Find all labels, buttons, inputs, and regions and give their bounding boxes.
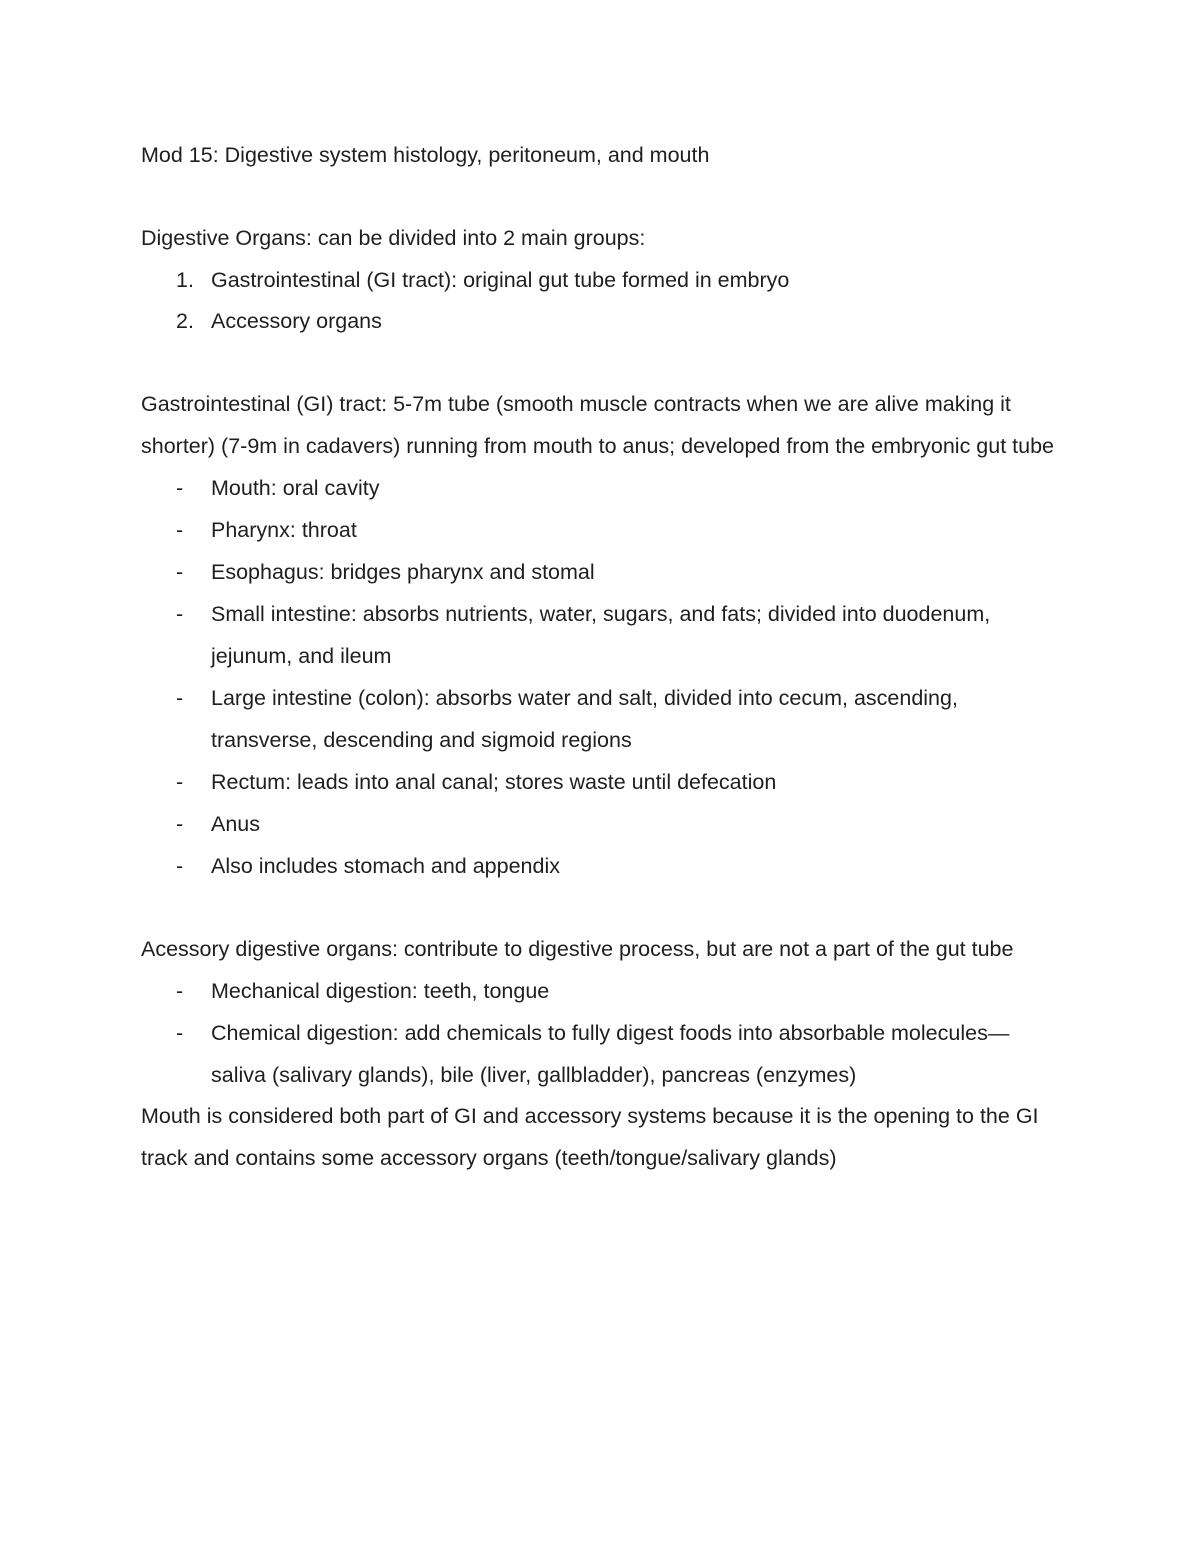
list-item xyxy=(141,509,1061,551)
list-dash: - xyxy=(176,979,184,1003)
list-item-text: Mouth: oral cavity xyxy=(211,476,380,500)
list-item-text: Chemical digestion: add chemicals to fully digest foods into absorbable molecules—saliva (salivary glands), bile (liver, gallbladder), pancreas (enzymes) xyxy=(211,1021,1010,1087)
list-item xyxy=(141,970,1061,1012)
list-dash: - xyxy=(176,770,184,794)
list-item xyxy=(141,467,1061,509)
list-dash: - xyxy=(176,476,184,500)
list-item-text: Accessory organs xyxy=(211,309,382,333)
list-item xyxy=(141,551,1061,593)
list-dash: - xyxy=(176,518,184,542)
spacer xyxy=(141,343,1061,385)
list-dash: - xyxy=(176,812,184,836)
list-item xyxy=(141,1012,1061,1096)
list-number: 2. xyxy=(176,309,194,333)
gi-tract-list xyxy=(141,467,1061,887)
list-item-text: Rectum: leads into anal canal; stores waste until defecation xyxy=(211,770,777,794)
list-item-text: Large intestine (colon): absorbs water and salt, divided into cecum, ascending, transverse, descending and sigmoid regions xyxy=(211,686,958,752)
gi-tract-paragraph: Gastrointestinal (GI) tract: 5-7m tube (smooth muscle contracts when we are alive making it shorter) (7-9m in cadavers) running from mouth to anus; developed from the embryonic gut tube xyxy=(141,392,1055,458)
list-dash: - xyxy=(176,854,184,878)
list-dash: - xyxy=(176,560,184,584)
list-dash: - xyxy=(176,686,184,710)
list-item xyxy=(141,761,1061,803)
list-item-text: Also includes stomach and appendix xyxy=(211,854,560,878)
organs-intro-paragraph: Digestive Organs: can be divided into 2 main groups: xyxy=(141,226,646,250)
list-item xyxy=(141,260,1061,302)
list-item xyxy=(141,845,1061,887)
list-item-text: Esophagus: bridges pharynx and stomal xyxy=(211,560,595,584)
list-item-text: Small intestine: absorbs nutrients, water, sugars, and fats; divided into duodenum, jejunum, and ileum xyxy=(211,602,991,668)
list-item xyxy=(141,803,1061,845)
list-number: 1. xyxy=(176,267,194,292)
document-page xyxy=(141,135,1061,1179)
spacer xyxy=(141,177,1061,219)
accessory-organs-list xyxy=(141,970,1061,1096)
mouth-note-paragraph: Mouth is considered both part of GI and accessory systems because it is the opening to the GI track and contains some accessory organs (teeth/tongue/salivary glands) xyxy=(141,1104,1039,1170)
list-item xyxy=(141,593,1061,677)
organ-groups-list xyxy=(141,260,1061,343)
list-item-text: Pharynx: throat xyxy=(211,518,357,542)
list-dash: - xyxy=(176,602,184,626)
list-item xyxy=(141,301,1061,343)
list-dash: - xyxy=(176,1021,184,1045)
list-item-text: Mechanical digestion: teeth, tongue xyxy=(211,979,550,1003)
list-item xyxy=(141,677,1061,761)
accessory-organs-paragraph: Acessory digestive organs: contribute to digestive process, but are not a part of the gut tube xyxy=(141,936,1014,961)
spacer xyxy=(141,887,1061,929)
list-item-text: Anus xyxy=(211,812,261,836)
list-item-text: Gastrointestinal (GI tract): original gut tube formed in embryo xyxy=(211,267,790,292)
document-title: Mod 15: Digestive system histology, peritoneum, and mouth xyxy=(141,143,710,167)
